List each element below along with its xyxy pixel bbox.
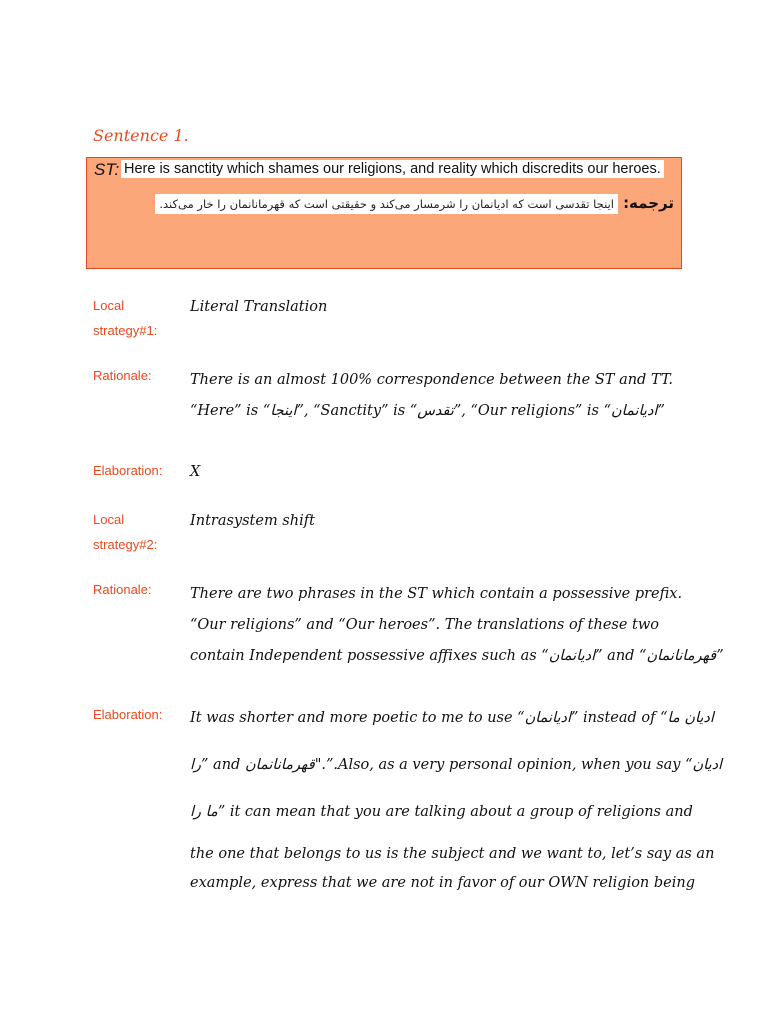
label-line: Rationale:: [93, 368, 152, 383]
translation-line: [155, 193, 674, 215]
section-content: [190, 509, 690, 534]
content-line: ما را” it can mean that you are talking about a group of religions and: [190, 804, 693, 820]
translation-text: اینجا تقدسی است که ادیانمان را شرمسار می‌کند و حقیقتی است که قهرمانانمان را خار می‌کند.: [155, 194, 618, 214]
st-label: ST:: [94, 160, 120, 179]
content-line: contain Independent possessive affixes such as “ادیانمان” and “قهرمانانمان”: [190, 648, 724, 664]
content-line: There are two phrases in the ST which contain a possessive prefix.: [190, 586, 683, 602]
section-content: [190, 460, 690, 485]
content-line: example, express that we are not in favor of our OWN religion being: [190, 875, 696, 891]
st-text: Here is sanctity which shames our religions, and reality which discredits our heroes.: [121, 160, 664, 178]
section-label: [93, 577, 183, 602]
label-line: strategy#1:: [93, 323, 158, 338]
section-content: [190, 365, 690, 427]
section-label: [93, 458, 183, 483]
section-content: [190, 295, 690, 320]
label-line: Elaboration:: [93, 463, 163, 478]
content-line: را” and قهرمانانمان".”.Also, as a very personal opinion, when you say “ادیان: [190, 757, 723, 773]
content-line: the one that belongs to us is the subject and we want to, let’s say as an: [190, 846, 715, 862]
sentence-heading: Sentence 1.: [93, 126, 189, 145]
content-line: “Our religions” and “Our heroes”. The translations of these two: [190, 617, 660, 633]
content-line: It was shorter and more poetic to me to use “ادیانمان” instead of “ادیان ما: [190, 710, 714, 726]
section-content: [190, 706, 723, 896]
section-label: [93, 507, 183, 557]
label-line: Local: [93, 298, 125, 313]
section-label: [93, 293, 183, 343]
sentence-box: [86, 157, 682, 269]
content-line: “Here” is “اینجا”, “Sanctity” is “تقدس”, “Our religions” is “ادیانمان”: [190, 403, 665, 419]
section-label: [93, 702, 183, 727]
section-content: [190, 579, 724, 672]
label-line: Local: [93, 512, 125, 527]
label-line: Rationale:: [93, 582, 152, 597]
content-line: Intrasystem shift: [190, 513, 315, 529]
label-line: Elaboration:: [93, 707, 163, 722]
content-line: There is an almost 100% correspondence between the ST and TT.: [190, 372, 674, 388]
label-line: strategy#2:: [93, 537, 158, 552]
content-line: X: [190, 464, 201, 480]
translation-label: ترجمه:: [623, 194, 674, 212]
section-label: [93, 363, 183, 388]
content-line: Literal Translation: [190, 299, 328, 315]
